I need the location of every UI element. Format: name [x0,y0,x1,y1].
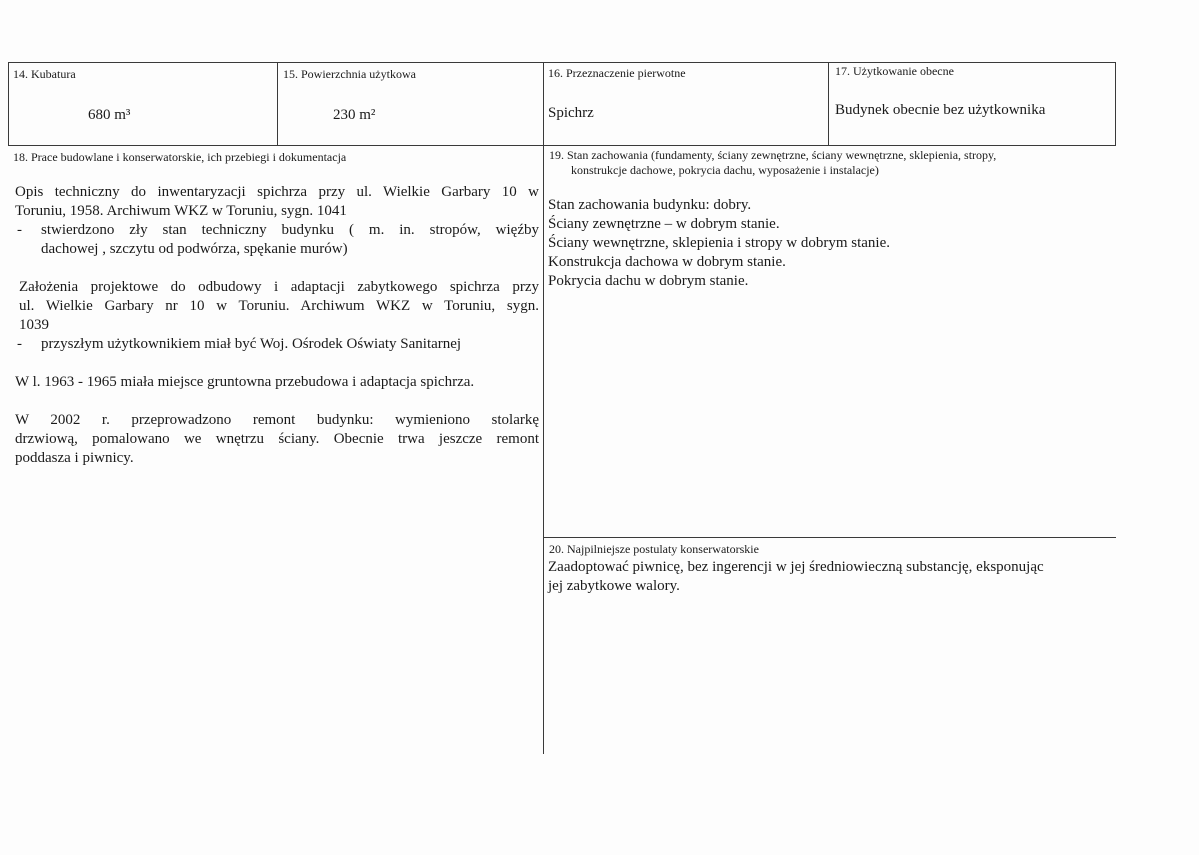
field-14-value: 680 m³ [88,107,131,123]
f19-line-5: Pokrycia dachu w dobrym stanie. [548,273,749,289]
f18-p2-item [15,335,539,354]
center-divider [543,62,544,754]
f18-p1-item-line2: dachowej , szczytu od podwórza, spękanie murów) [41,241,348,257]
divider-14-15 [277,62,278,146]
f18-p1-item [15,221,539,259]
f18-p2-line2: ul. Wielkie Garbary nr 10 w Toruniu. Archiwum WKZ w Toruniu, sygn. [19,298,539,314]
f18-p2-item-text: przyszłym użytkownikiem miał być Woj. Ośrodek Oświaty Sanitarnej [41,336,462,352]
table-right-border-top [1115,62,1116,146]
f20-line-2: jej zabytkowe walory. [548,578,680,594]
field-16-label: 16. Przeznaczenie pierwotne [548,66,686,80]
field-15-label: 15. Powierzchnia użytkowa [283,67,416,81]
f18-p2-line3: 1039 [19,317,49,333]
table-left-border [8,62,9,146]
f18-p3: W l. 1963 - 1965 miała miejsce gruntowna przebudowa i adaptacja spichrza. [15,374,475,390]
field20-top-border [543,537,1116,538]
field-20-content [548,558,1108,596]
field-17-value: Budynek obecnie bez użytkownika [835,102,1046,118]
row1-bottom-border [8,145,1116,146]
field-19-label-line1: 19. Stan zachowania (fundamenty, ściany zewnętrzne, ściany wewnętrzne, sklepienia, stropy, [549,148,997,162]
field-18-label: 18. Prace budowlane i konserwatorskie, ich przebiegi i dokumentacja [13,150,347,164]
f18-dash-2: - [17,336,22,352]
f18-dash-1: - [17,222,22,238]
f20-line-1: Zaadoptować piwnicę, bez ingerencji w jej średniowieczną substancję, eksponując [548,559,1044,575]
field-17-label: 17. Użytkowanie obecne [835,64,954,78]
divider-16-17 [828,62,829,146]
f18-p1-line2: Toruniu, 1958. Archiwum WKZ w Toruniu, sygn. 1041 [15,203,347,219]
f18-p4-line3: poddasza i piwnicy. [15,450,134,466]
f18-p2-line1: Założenia projektowe do odbudowy i adaptacji zabytkowego spichrza przy [19,279,539,295]
field-20-label: 20. Najpilniejsze postulaty konserwatorskie [549,542,759,556]
f18-p1-item-line1: stwierdzono zły stan techniczny budynku ( m. in. stropów, więźby [41,222,539,238]
f18-p4-line1: W 2002 r. przeprowadzono remont budynku: wymieniono stolarkę [15,412,539,428]
f19-line-2: Ściany zewnętrzne – w dobrym stanie. [548,216,780,232]
f19-line-3: Ściany wewnętrzne, sklepienia i stropy w dobrym stanie. [548,235,890,251]
f18-p1-line1: Opis techniczny do inwentaryzacji spichrza przy ul. Wielkie Garbary 10 w [15,184,539,200]
f18-p4-line2: drzwiową, pomalowano we wnętrzu ściany. Obecnie trwa jeszcze remont [15,431,539,447]
f19-line-1: Stan zachowania budynku: dobry. [548,197,752,213]
field-19-label [549,148,1109,178]
field-16-value: Spichrz [548,105,594,121]
table-top-border [8,62,1116,63]
field-14-label: 14. Kubatura [13,67,76,81]
field-19-label-line2: konstrukcje dachowe, pokrycia dachu, wyposażenie i instalacje) [571,163,879,177]
field-19-content [548,196,1108,291]
f19-line-4: Konstrukcja dachowa w dobrym stanie. [548,254,786,270]
field-18-content [15,183,539,468]
field-15-value: 230 m² [333,107,376,123]
